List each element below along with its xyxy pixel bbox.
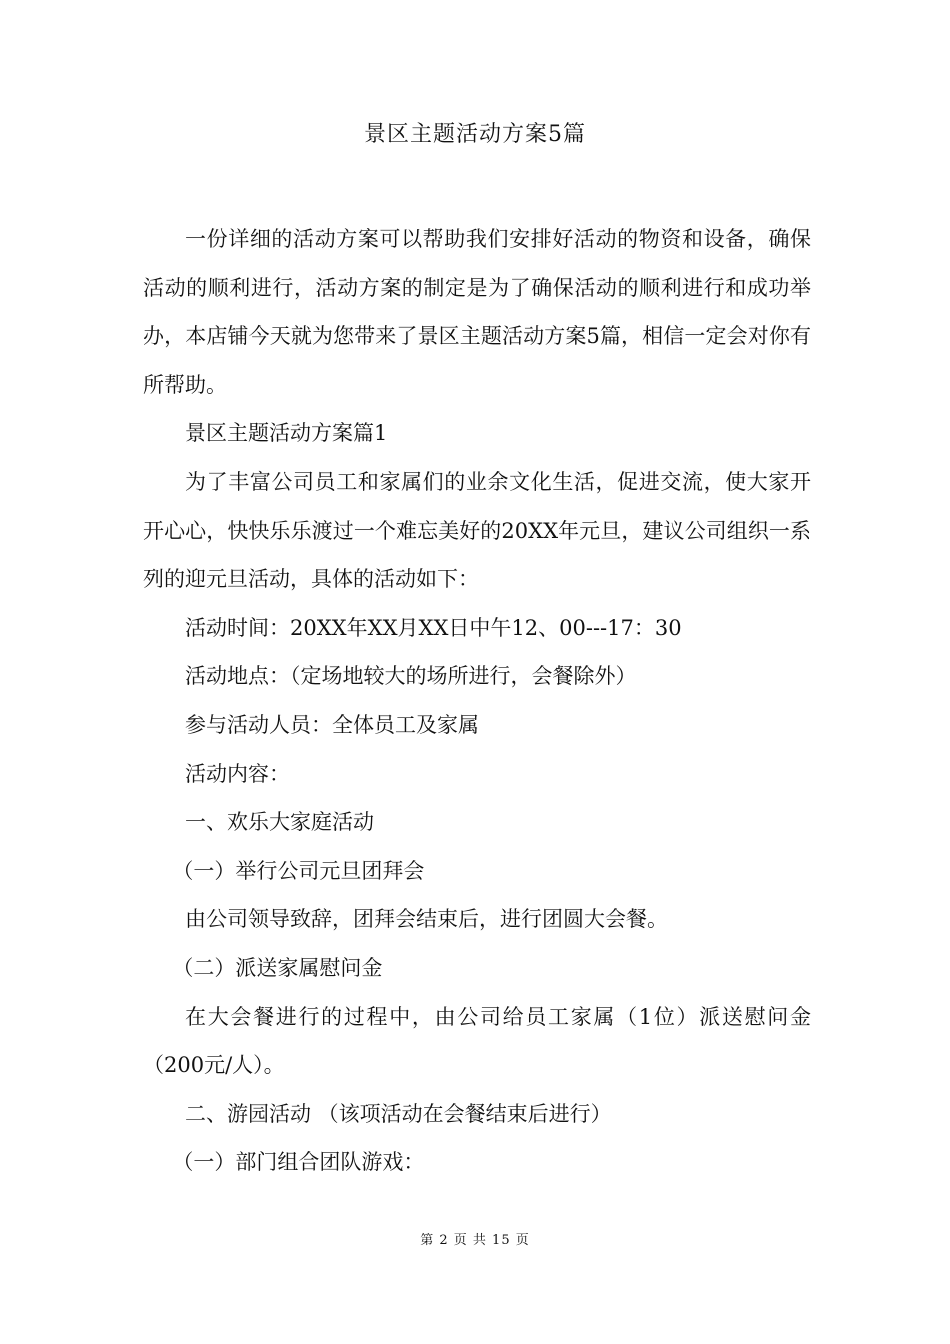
section-heading: 景区主题活动方案篇1 bbox=[185, 421, 388, 446]
list-heading: 二、游园活动 （该项活动在会餐结束后进行） bbox=[185, 1101, 612, 1126]
document-body bbox=[143, 215, 811, 1187]
list-subitem: （一）部门组合团队游戏： bbox=[172, 1150, 425, 1175]
body-paragraph: 为了丰富公司员工和家属们的业余文化生活，促进交流，使大家开开心心，快快乐乐渡过一个难忘美好的20XX年元旦，建议公司组织一系列的迎元旦活动，具体的活动如下： bbox=[143, 469, 811, 592]
list-subitem: （二）派送家属慰问金 bbox=[172, 955, 383, 980]
page-number-footer: 第 2 页 共 15 页 bbox=[420, 1233, 530, 1248]
list-heading: 一、欢乐大家庭活动 bbox=[185, 810, 374, 835]
body-paragraph: 由公司领导致辞，团拜会结束后，进行团圆大会餐。 bbox=[185, 907, 668, 932]
activity-participants: 参与活动人员：全体员工及家属 bbox=[185, 712, 479, 737]
activity-content-label: 活动内容： bbox=[185, 761, 290, 786]
activity-time: 活动时间：20XX年XX月XX日中午12、00---17：30 bbox=[185, 615, 682, 640]
intro-paragraph: 一份详细的活动方案可以帮助我们安排好活动的物资和设备，确保活动的顺利进行，活动方案的制定是为了确保活动的顺利进行和成功举办，本店铺今天就为您带来了景区主题活动方案5篇，相信一定会对你有所帮助。 bbox=[143, 227, 811, 397]
activity-location: 活动地点：（定场地较大的场所进行，会餐除外） bbox=[185, 664, 637, 689]
document-title: 景区主题活动方案5篇 bbox=[364, 122, 586, 147]
list-subitem: （一）举行公司元旦团拜会 bbox=[172, 858, 425, 883]
body-paragraph: 在大会餐进行的过程中，由公司给员工家属（1位）派送慰问金（200元/人）。 bbox=[143, 1004, 811, 1078]
